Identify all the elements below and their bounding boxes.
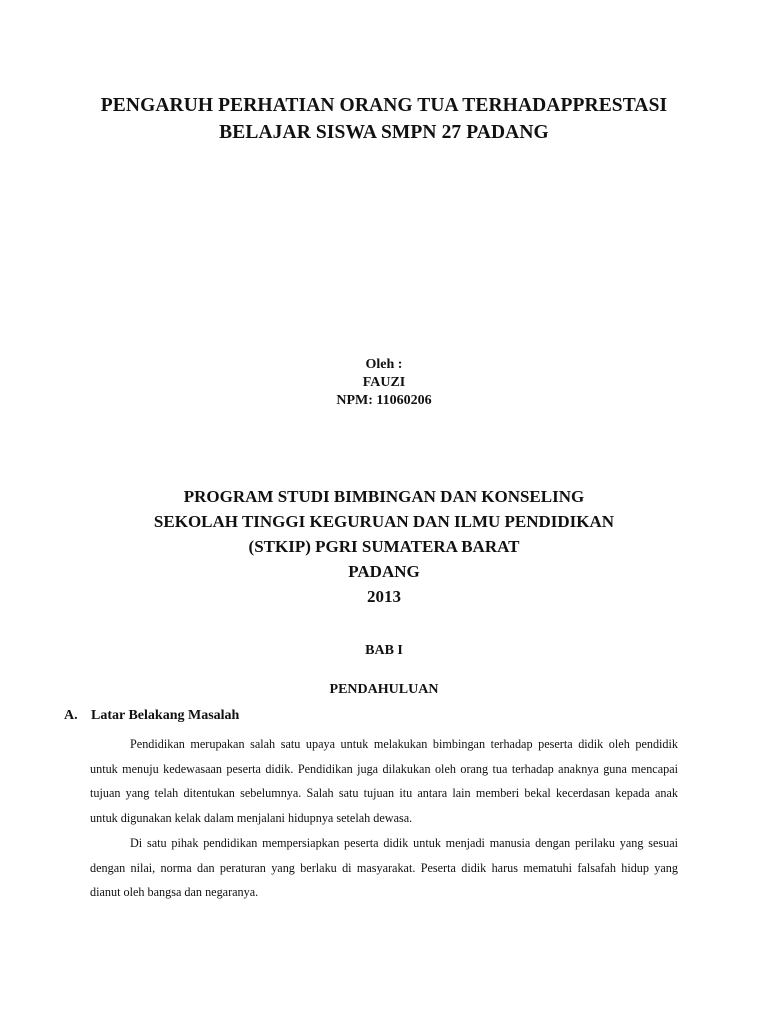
paragraph-2-line-2: dengan nilai, norma dan peraturan yang berlaku di masyarakat. Peserta didik harus mematuhi falsafah hidup yang <box>90 860 678 875</box>
institution-city: PADANG <box>348 562 420 581</box>
paragraph-2 <box>90 831 678 905</box>
author-block <box>0 356 768 410</box>
institution-line-2: SEKOLAH TINGGI KEGURUAN DAN ILMU PENDIDIKAN <box>153 512 615 531</box>
paragraph-1-line-1: Pendidikan merupakan salah satu upaya untuk melakukan bimbingan terhadap peserta didik oleh pendidik <box>130 737 678 751</box>
paragraph-2-line-1: Di satu pihak pendidikan mempersiapkan peserta didik untuk menjadi manusia dengan perilaku yang sesuai <box>130 836 678 850</box>
by-label: Oleh : <box>365 357 403 372</box>
paragraph-1 <box>90 732 678 830</box>
chapter-number: BAB I <box>365 643 403 658</box>
section-number: A. <box>64 708 78 723</box>
author-name: FAUZI <box>362 375 406 390</box>
institution-line-3: (STKIP) PGRI SUMATERA BARAT <box>248 537 520 556</box>
section-heading <box>64 707 239 725</box>
paragraph-2-line-3: dianut oleh bangsa dan negaranya. <box>90 885 259 900</box>
paragraph-1-line-4: untuk digunakan kelak dalam menjalani hidupnya setelah dewasa. <box>90 810 413 825</box>
paragraph-1-line-2: untuk menuju kedewasaan peserta didik. Pendidikan juga dilakukan oleh orang tua terhadap anaknya guna mencapai <box>90 761 678 776</box>
document-title <box>0 92 768 146</box>
author-npm: NPM: 11060206 <box>336 393 432 408</box>
title-line-1: PENGARUH PERHATIAN ORANG TUA TERHADAPPRESTASI <box>100 95 668 116</box>
paragraph-1-line-3: tujuan yang telah ditentukan sebelumnya. Salah satu tujuan itu antara lain memberi bekal kecerdasan kepada anak <box>90 786 678 801</box>
chapter-title: PENDAHULUAN <box>329 682 439 697</box>
institution-year: 2013 <box>367 587 401 606</box>
section-title: Latar Belakang Masalah <box>91 708 240 723</box>
institution-line-1: PROGRAM STUDI BIMBINGAN DAN KONSELING <box>183 487 585 506</box>
institution-block <box>0 484 768 609</box>
title-line-2: BELAJAR SISWA SMPN 27 PADANG <box>219 122 549 143</box>
